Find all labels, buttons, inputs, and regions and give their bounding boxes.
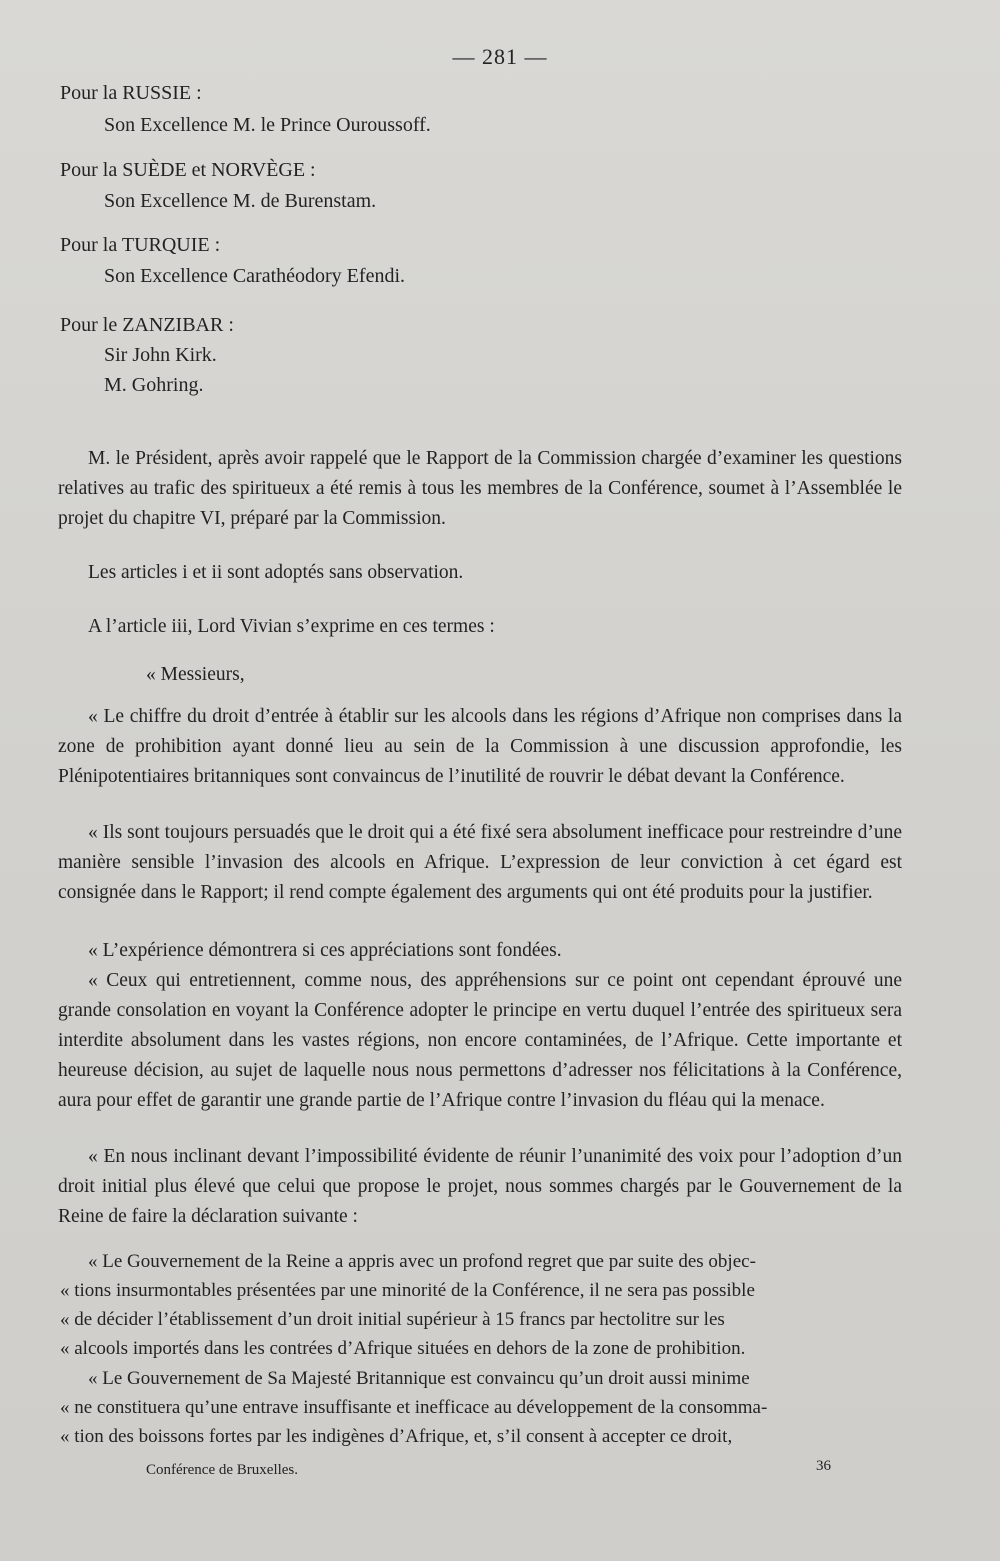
signatory-country: Pour le ZANZIBAR :	[60, 314, 234, 336]
signatory-person: M. Gohring.	[104, 374, 204, 396]
declaration-quote-2	[60, 1364, 902, 1451]
paragraph-p1: « Le chiffre du droit d’entrée à établir sur les alcools dans les régions d’Afrique non comprises dans la zone de prohibition ayant donné lieu au sein de la Commission à une discussion approfondie, les Plénipotentiaires britanniques sont convaincus de l’inutilité de rouvrir le débat devant la Conférence.	[58, 706, 902, 787]
quote-line: « Le Gouvernement de la Reine a appris avec un profond regret que par suite des objec-	[88, 1251, 756, 1272]
signatory-zanzibar	[60, 310, 234, 400]
paragraph-articles: Les articles i et ii sont adoptés sans observation.	[88, 562, 464, 583]
salutation: « Messieurs,	[146, 664, 245, 685]
signatory-sweden-norway	[60, 155, 376, 216]
signatory-country: Pour la SUÈDE et NORVÈGE :	[60, 159, 316, 181]
signatory-person: Son Excellence M. de Burenstam.	[104, 190, 377, 212]
quote-line: « ne constituera qu’une entrave insuffisante et inefficace au développement de la consomma-	[60, 1397, 768, 1418]
quote-line: « tions insurmontables présentées par une minorité de la Conférence, il ne sera pas possible	[60, 1280, 755, 1301]
paragraph-p3: « L’expérience démontrera si ces appréciations sont fondées.	[88, 940, 562, 961]
paragraph-p2: « Ils sont toujours persuadés que le droit qui a été fixé sera absolument inefficace pour restreindre d’une manière sensible l’invasion des alcools en Afrique. L’expression de leur conviction à cet égard est consignée dans le Rapport; il rend compte également des arguments qui ont été produits pour la justifier.	[58, 822, 902, 903]
footer-sheet-number: 36	[816, 1458, 831, 1474]
paragraph-article-iii: A l’article iii, Lord Vivian s’exprime en ces termes :	[88, 616, 495, 637]
signatory-country: Pour la RUSSIE :	[60, 82, 202, 104]
footer-title: Conférence de Bruxelles.	[146, 1462, 299, 1478]
quote-line: « tion des boissons fortes par les indigènes d’Afrique, et, s’il consent à accepter ce droit,	[60, 1426, 733, 1447]
paragraph-p5: « En nous inclinant devant l’impossibilité évidente de réunir l’unanimité des voix pour l’adoption d’un droit initial plus élevé que celui que propose le projet, nous sommes chargés par le Gouvernement de la Reine de faire la déclaration suivante :	[58, 1146, 902, 1227]
signatory-person: Son Excellence Carathéodory Efendi.	[104, 265, 405, 287]
paragraph-p4: « Ceux qui entretiennent, comme nous, des appréhensions sur ce point ont cependant éprouvé une grande consolation en voyant la Conférence adopter le principe en vertu duquel l’entrée des spiritueux sera interdite absolument dans les vastes régions, non encore contaminées, de l’Afrique. Cette importante et heureuse décision, au sujet de laquelle nous nous permettons d’adresser nos félicitations à la Conférence, aura pour effet de garantir une grande partie de l’Afrique contre l’invasion du fléau qui la menace.	[58, 970, 902, 1111]
signatory-turkey	[60, 230, 405, 291]
declaration-quote-1	[60, 1247, 902, 1363]
quote-line: « Le Gouvernement de Sa Majesté Britannique est convaincu qu’un droit aussi minime	[88, 1368, 750, 1389]
signatory-person: Son Excellence M. le Prince Ouroussoff.	[104, 114, 431, 136]
signatory-person: Sir John Kirk.	[104, 344, 217, 366]
page-number: — 281 —	[452, 44, 548, 69]
signatory-russia	[60, 78, 431, 140]
signatory-country: Pour la TURQUIE :	[60, 234, 221, 256]
quote-line: « de décider l’établissement d’un droit initial supérieur à 15 francs par hectolitre sur les	[60, 1309, 725, 1330]
quote-line: « alcools importés dans les contrées d’Afrique situées en dehors de la zone de prohibition.	[60, 1338, 746, 1359]
paragraph-president: M. le Président, après avoir rappelé que le Rapport de la Commission chargée d’examiner les questions relatives au trafic des spiritueux a été remis à tous les membres de la Conférence, soumet à l’Assemblée le projet du chapitre VI, préparé par la Commission.	[58, 448, 902, 529]
